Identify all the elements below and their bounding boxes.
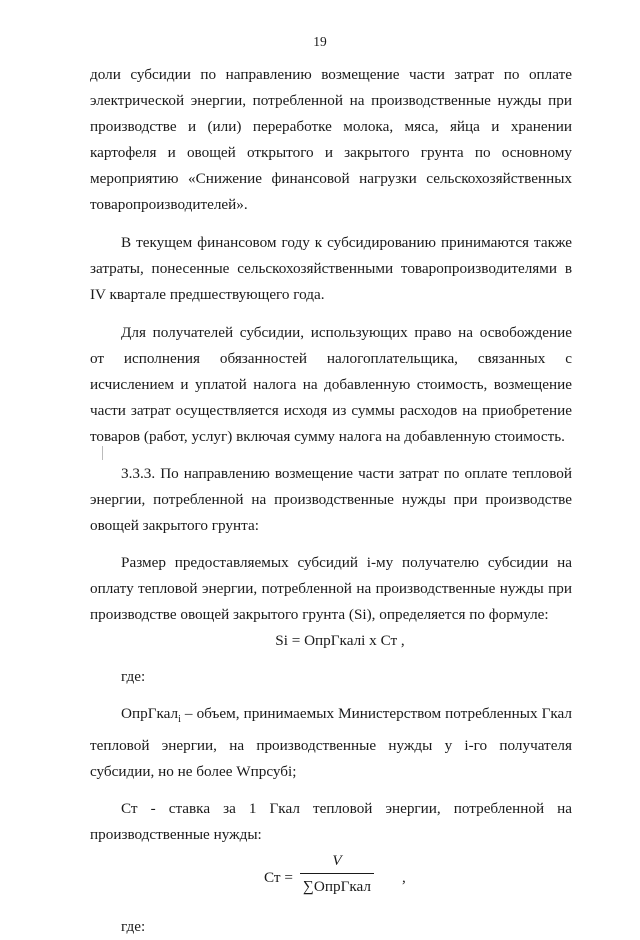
where-label-1: где: — [121, 668, 146, 685]
definition-term: ОпрГкал — [121, 705, 179, 722]
fraction-denominator: ∑ОпрГкал — [303, 878, 371, 896]
formula-st-fraction — [300, 850, 374, 898]
where-label-2: где: — [121, 918, 146, 936]
definition-st: Ст - ставка за 1 Гкал тепловой энергии, потребленной на производственные нужды: — [90, 800, 572, 844]
paragraph-2: В текущем финансовом году к субсидированию принимаются также затраты, понесенные сельскохозяйственными товаропроизводителями в IV квартале предшествующего года. — [90, 234, 572, 303]
formula-st-tail: , — [402, 869, 406, 887]
fraction-numerator: V — [332, 852, 342, 870]
definition-text: – объем, принимаемых Министерством потребленных Гкал тепловой энергии, на производственные нужды у i-го получателя субсидии, но не более Wпрсубi; — [90, 705, 572, 781]
fraction-bar — [300, 873, 374, 874]
page-number: 19 — [313, 34, 327, 49]
paragraph-1: доли субсидии по направлению возмещение части затрат по оплате электрической энергии, потребленной на производственные нужды при производстве и (или) переработке молока, мяса, яйца и хранении картофеля и овощей открытого и закрытого грунта по основному мероприятию «Снижение финансовой нагрузки сельскохозяйственных товаропроизводителей». — [90, 66, 572, 213]
formula-st — [90, 850, 572, 904]
definition-oprgkal — [90, 701, 572, 785]
page-content — [90, 62, 572, 940]
formula-si: Si = ОпрГкалi x Ст , — [275, 632, 405, 649]
formula-st-lhs: Ст = — [264, 869, 293, 887]
paragraph-5: Размер предоставляемых субсидий i-му получателю субсидии на оплату тепловой энергии, потребленной на производственные нужды при производстве овощей закрытого грунта (Si), определяется по формуле: — [90, 554, 572, 623]
paragraph-section-3-3-3: 3.3.3. По направлению возмещение части затрат по оплате тепловой энергии, потребленной на производственные нужды при производстве овощей закрытого грунта: — [90, 465, 572, 534]
definition-subscript: i — [178, 714, 181, 726]
paragraph-3: Для получателей субсидии, использующих право на освобождение от исполнения обязанностей налогоплательщика, связанных с исчислением и уплатой налога на добавленную стоимость, возмещение части затрат осуществляется исходя из суммы расходов на приобретение товаров (работ, услуг) включая сумму налога на добавленную стоимость. — [90, 324, 572, 445]
